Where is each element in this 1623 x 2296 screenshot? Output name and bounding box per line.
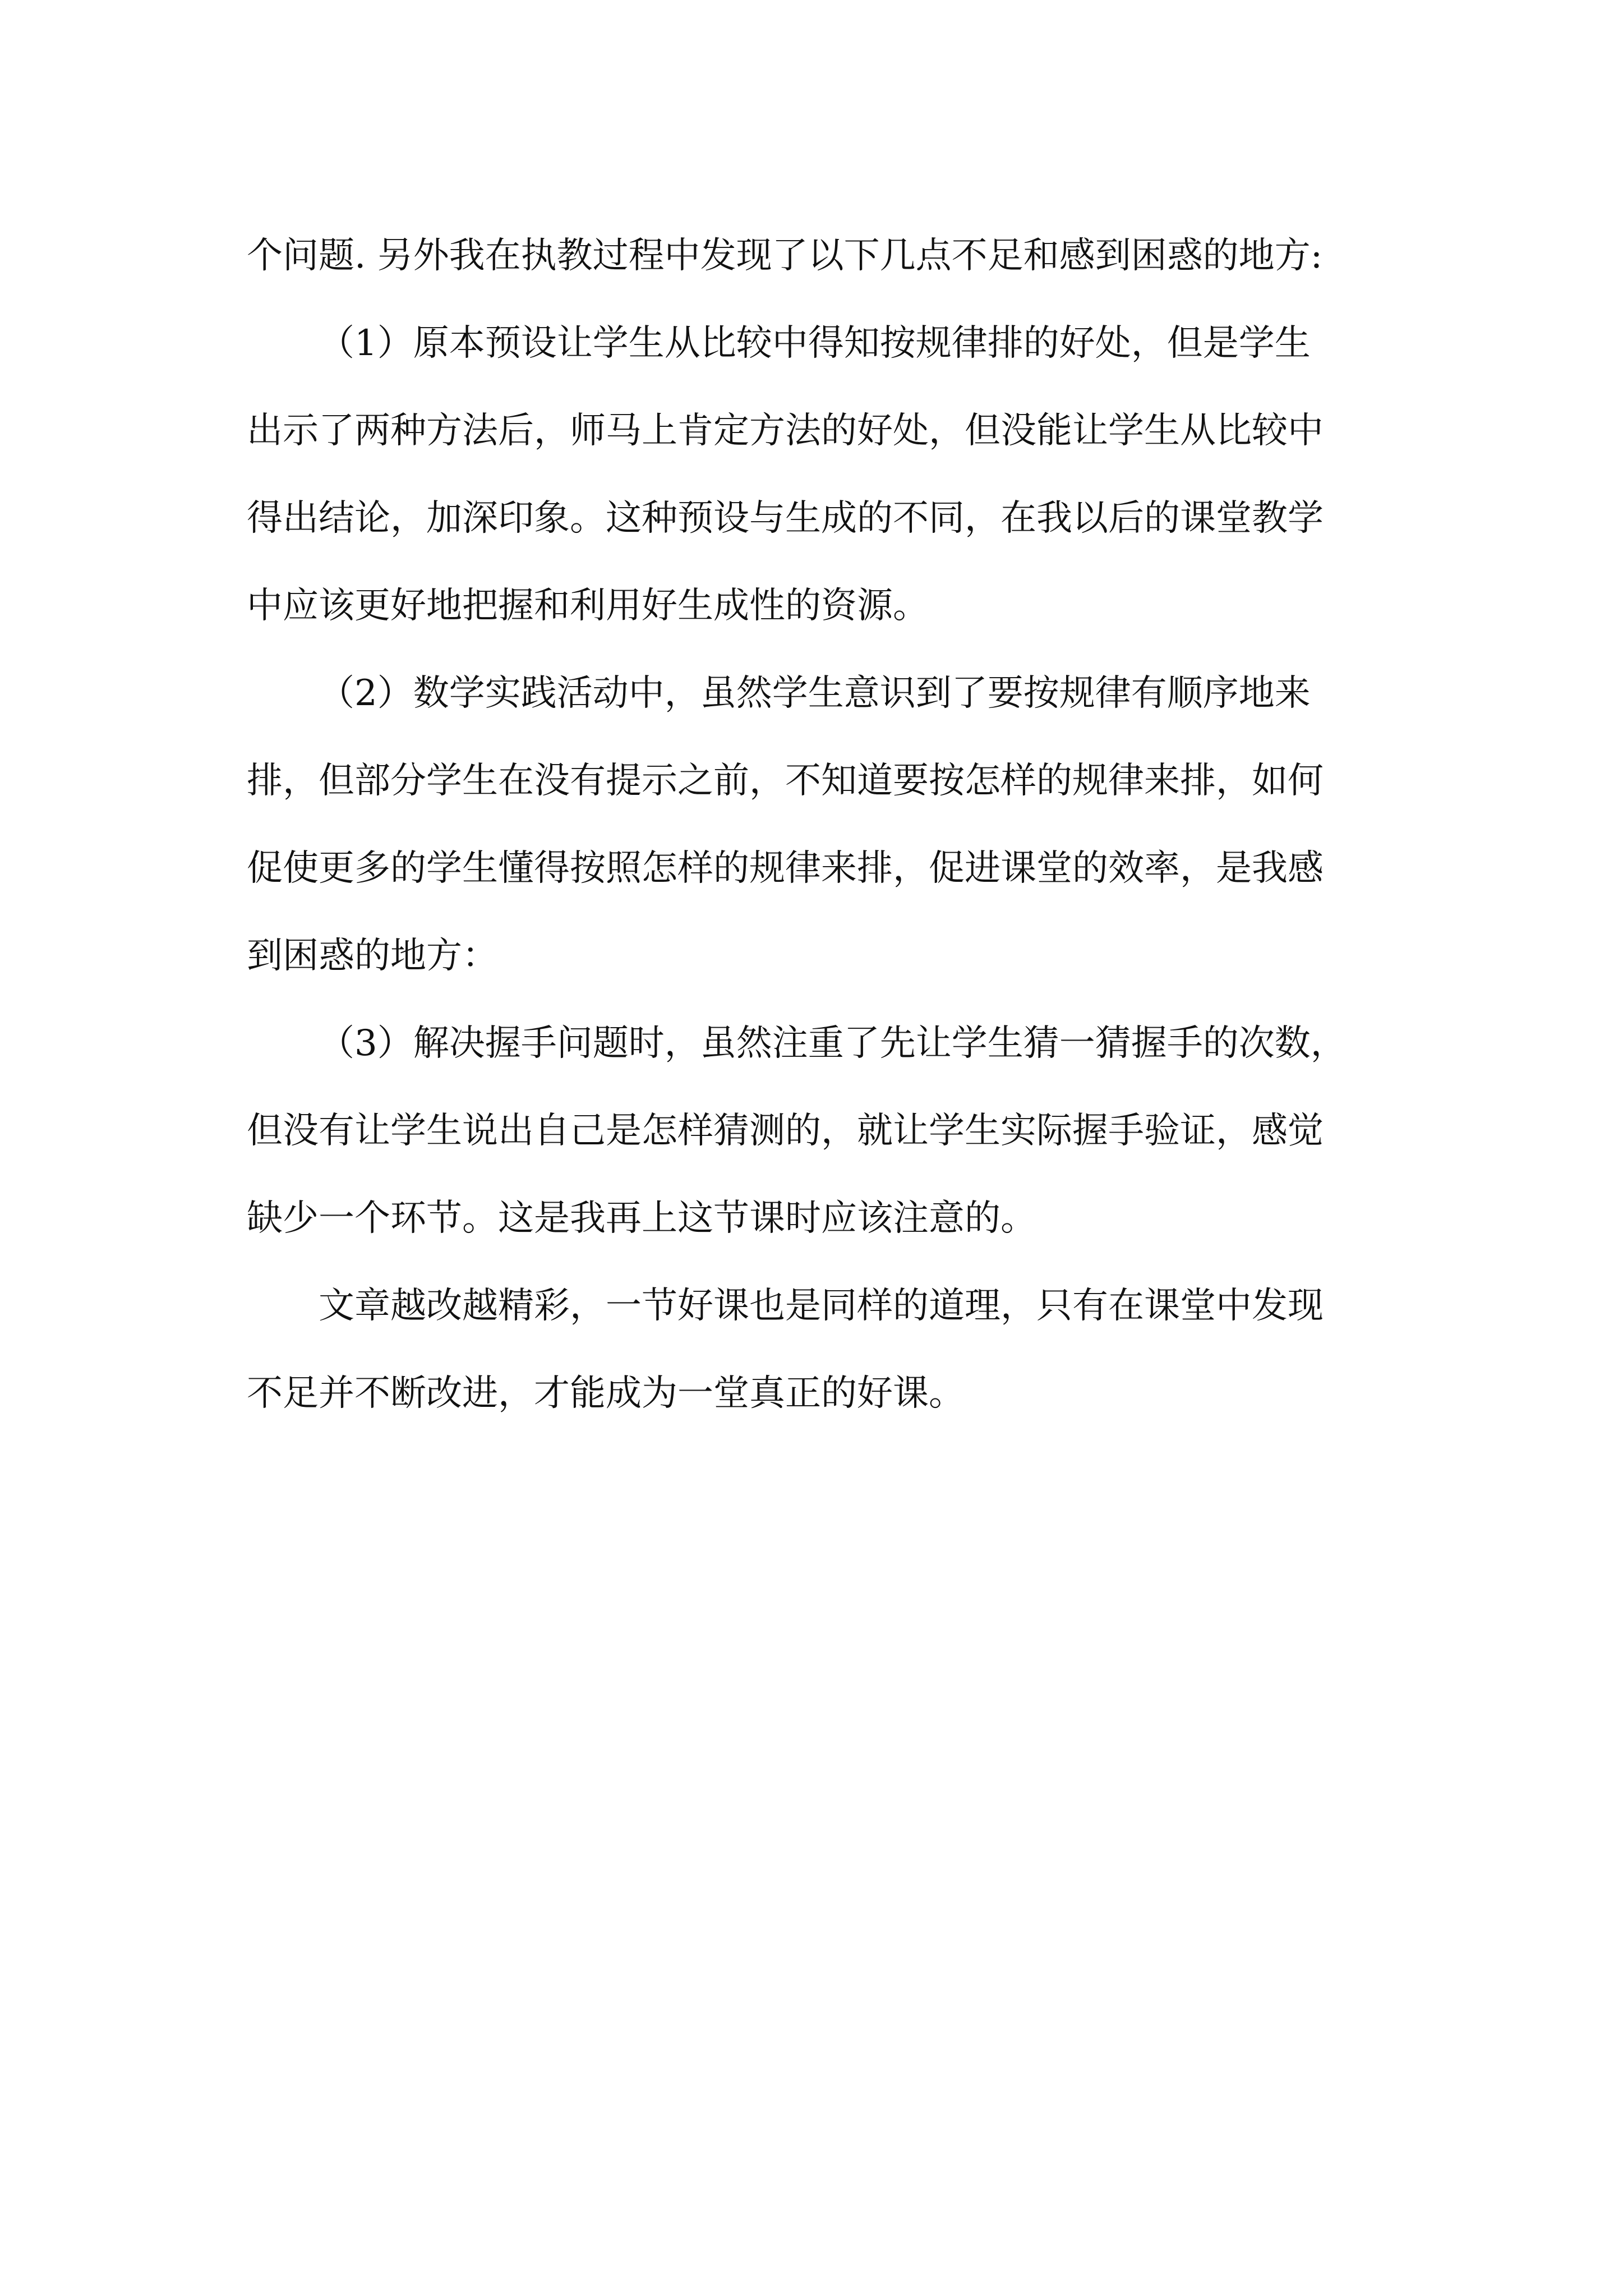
text-line: 缺少一个环节。这是我再上这节课时应该注意的。 — [247, 1198, 1036, 1239]
text-line: 促使更多的学生懂得按照怎样的规律来排，促进课堂的效率，是我感 — [247, 848, 1324, 889]
text-line: 排，但部分学生在没有提示之前，不知道要按怎样的规律来排，如何 — [247, 760, 1324, 802]
text-line: 得出结论，加深印象。这种预设与生成的不同，在我以后的课堂教学 — [247, 498, 1324, 539]
text-line: 但没有让学生说出自己是怎样猜测的，就让学生实际握手验证，感觉 — [247, 1110, 1324, 1152]
text-line: 出示了两种方法后，师马上肯定方法的好处，但没能让学生从比较中 — [247, 410, 1324, 452]
text-line-conclusion-start: 文章越改越精彩，一节好课也是同样的道理，只有在课堂中发现 — [319, 1285, 1324, 1327]
text-line-intro: 个问题. 另外我在执教过程中发现了以下几点不足和感到困惑的地方: — [247, 235, 1323, 277]
text-line: 到困惑的地方： — [247, 935, 498, 977]
text-line-point-2-start: （2）数学实践活动中，虽然学生意识到了要按规律有顺序地来 — [319, 673, 1311, 714]
text-line: 不足并不断改进，才能成为一堂真正的好课。 — [247, 1373, 965, 1414]
text-line-point-1-start: （1）原本预设让学生从比较中得知按规律排的好处，但是学生 — [319, 323, 1311, 364]
text-line-point-3-start: （3）解决握手问题时，虽然注重了先让学生猜一猜握手的次数， — [319, 1023, 1347, 1064]
text-line: 中应该更好地把握和利用好生成性的资源。 — [247, 585, 929, 627]
document-body — [247, 212, 1380, 1437]
